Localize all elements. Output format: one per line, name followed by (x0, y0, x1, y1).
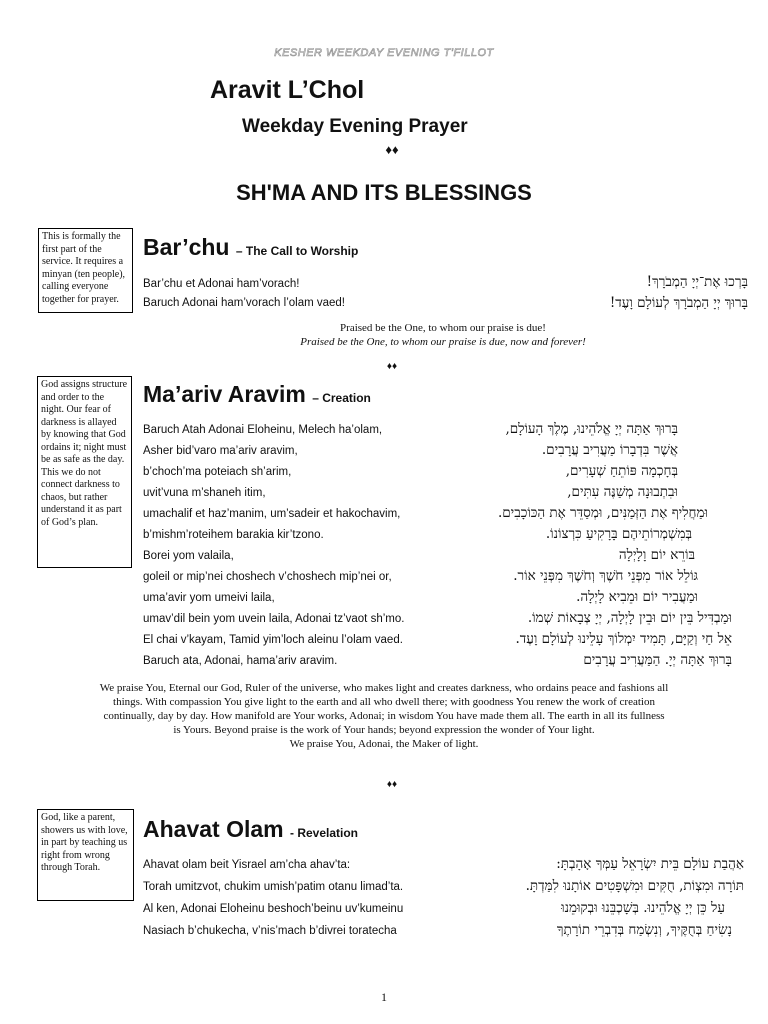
ornament-diamonds: ♦♦ (385, 142, 399, 157)
maariv-note: God assigns structure and order to the night. Our fear of darkness is allayed by knowing that God ordains it; night must be as safe as the day. This we do not connect darkness to chaos, but rather understand it as part of God’s plan. (37, 376, 132, 568)
maariv-translit-line: Baruch Atah Adonai Eloheinu, Melech ha’olam, (143, 424, 383, 436)
maariv-hebrew-line: וּמַבְדִּיל בֵּין יוֹם וּבֵין לָיְלָה, יְיָ צְבָאוֹת שְׁמוֹ. (527, 610, 732, 626)
maariv-hebrew-line: וּבִתְבוּנָה מְשַׁנֶּה עִתִּים, (567, 484, 678, 500)
barchu-heading-title: Bar’chu (143, 234, 230, 260)
maariv-hebrew-line: וּמַחֲלִיף אֶת הַזְּמַנִּים, וּמְסַדֵּר אֶת הַכּוֹכָבִים. (497, 505, 708, 521)
maariv-translit-line: umav’dil bein yom uvein laila, Adonai tz’vaot sh’mo. (143, 613, 405, 625)
maariv-translit-line: Borei yom valaila, (143, 550, 234, 562)
ornament-diamonds: ♦♦ (386, 361, 398, 372)
maariv-translit-line: umachalif et haz’manim, um’sadeir et hakochavim, (143, 508, 401, 520)
maariv-heading (143, 381, 371, 408)
maariv-hebrew-line: בְּחָכְמָה פּוֹתֵחַ שְׁעָרִים, (565, 463, 678, 479)
running-header: KESHER WEEKDAY EVENING T'FILLOT (274, 47, 494, 59)
page-number: 1 (381, 990, 387, 1004)
maariv-translit-line: b’choch’ma poteiach sh’arim, (143, 466, 292, 478)
maariv-translit-line: uvit’vuna m’shaneh itim, (143, 487, 266, 499)
page-subtitle: Weekday Evening Prayer (242, 116, 468, 137)
maariv-hebrew-line: גּוֹלֵל אוֹר מִפְּנֵי חֹשֶׁךְ וְחֹשֶׁךְ מִפְּנֵי אוֹר. (513, 568, 698, 584)
ahavat-heading-title: Ahavat Olam (143, 816, 284, 842)
maariv-translit-line: Baruch ata, Adonai, hama’ariv aravim. (143, 655, 338, 667)
barchu-heading (143, 234, 358, 261)
maariv-hebrew-line: וּמַעֲבִיר יוֹם וּמֵבִיא לָיְלָה. (576, 589, 698, 605)
ahavat-hebrew-line: נָשִׂיחַ בְּחֻקֶּיךָ, וְנִשְׂמַח בְּדִבְרֵי תוֹרָתֶךָ (556, 922, 732, 938)
maariv-hebrew-line: אֲשֶׁר בִּדְבָרוֹ מַעֲרִיב עֲרָבִים. (541, 442, 678, 458)
barchu-translit-line: Bar’chu et Adonai ham’vorach! (143, 278, 300, 290)
barchu-translation-1: Praised be the One, to whom our praise is due! (340, 322, 546, 334)
maariv-translit-line: El chai v’kayam, Tamid yim’loch aleinu l’olam vaed. (143, 634, 403, 646)
maariv-translation-line: We praise You, Eternal our God, Ruler of the universe, who makes light and creates darkness, who ordains peace and fashions all (99, 682, 669, 694)
maariv-heading-title: Ma’ariv Aravim (143, 381, 306, 407)
ahavat-translit-line: Nasiach b’chukecha, v’nis’mach b’divrei toratecha (143, 925, 397, 937)
barchu-translit-line: Baruch Adonai ham’vorach l’olam vaed! (143, 297, 346, 309)
maariv-translation-line: We praise You, Adonai, the Maker of light. (289, 738, 479, 750)
section-title: SH'MA AND ITS BLESSINGS (236, 180, 532, 205)
maariv-heading-sub: – Creation (312, 391, 371, 405)
ahavat-heading-sub: - Revelation (290, 826, 359, 840)
maariv-hebrew-line: בָּרוּךְ אַתָּה יְיָ. הַמַּעֲרִיב עֲרָבִים (583, 652, 732, 668)
barchu-heading-sub: – The Call to Worship (235, 244, 359, 258)
maariv-translit-line: b’mishm’roteihem barakia kir’tzono. (143, 529, 324, 541)
ahavat-translit-line: Torah umitzvot, chukim umish’patim otanu limad’ta. (143, 881, 404, 893)
maariv-hebrew-line: בָּרוּךְ אַתָּה יְיָ אֱלֹהֵינוּ, מֶלֶךְ הָעוֹלָם, (505, 421, 678, 437)
ahavat-hebrew-line: תּוֹרָה וּמִצְוֹת, חֻקִּים וּמִשְׁפָּטִים אוֹתָנוּ לִמַּדְתָּ. (525, 878, 744, 894)
ahavat-translit-line: Ahavat olam beit Yisrael am’cha ahav’ta: (143, 859, 351, 871)
maariv-translit-line: goleil or mip’nei choshech v’choshech mip’nei or, (143, 571, 392, 583)
maariv-hebrew-line: בְּמִשְׁמְרוֹתֵיהֶם בָּרָקִיעַ כִּרְצוֹנוֹ. (545, 526, 692, 542)
maariv-translation (30, 681, 738, 751)
maariv-translit-line: Asher bid’varo ma’ariv aravim, (143, 445, 298, 457)
maariv-translation-line: continually, day by day. How manifold are Your works, Adonai; in wisdom You have made them all. The earth in all its fullness (103, 710, 665, 722)
maariv-hebrew-line: אֵל חַי וְקַיָּם, תָּמִיד יִמְלוֹךְ עָלֵינוּ לְעוֹלָם וָעֶד. (515, 631, 732, 647)
barchu-translation-2: Praised be the One, to whom our praise is due, now and forever! (300, 336, 586, 348)
barchu-note: This is formally the first part of the service. It requires a minyan (ten people), calling everyone together for prayer. (38, 228, 133, 313)
ahavat-hebrew-line: עַל כֵּן יְיָ אֱלֹהֵינוּ. בְּשָׁכְבֵּנוּ וּבְקוּמֵנוּ (561, 900, 725, 916)
maariv-translation-line: is Yours. Beyond praise is the work of Your hands; beyond expression the wonder of Your light. (173, 724, 595, 736)
maariv-translation-line: things. With compassion You give light to the earth and all who dwell there; with goodness You renew the work of creation (113, 696, 655, 708)
page-title: Aravit L’Chol (210, 76, 365, 104)
maariv-translit-line: uma’avir yom umeivi laila, (143, 592, 275, 604)
maariv-hebrew-line: בּוֹרֵא יוֹם וָלָיְלָה (618, 547, 695, 563)
barchu-hebrew-line: בָּרוּךְ יְיָ הַמְבֹרָךְ לְעוֹלָם וָעֶד! (609, 295, 748, 311)
ahavat-translit-line: Al ken, Adonai Eloheinu beshoch’beinu uv’kumeinu (143, 903, 404, 915)
barchu-hebrew-line: בָּרְכוּ אֶת־יְיָ הַמְבֹרָךְ! (646, 274, 748, 290)
ahavat-note: God, like a parent, showers us with love, in part by teaching us right from wrong through Torah. (37, 809, 134, 901)
ahavat-heading (143, 816, 358, 843)
ornament-diamonds: ♦♦ (386, 779, 398, 790)
ahavat-hebrew-line: אַהֲבַת עוֹלָם בֵּית יִשְׂרָאֵל עַמְּךָ אָהָבְתָּ: (556, 856, 744, 872)
